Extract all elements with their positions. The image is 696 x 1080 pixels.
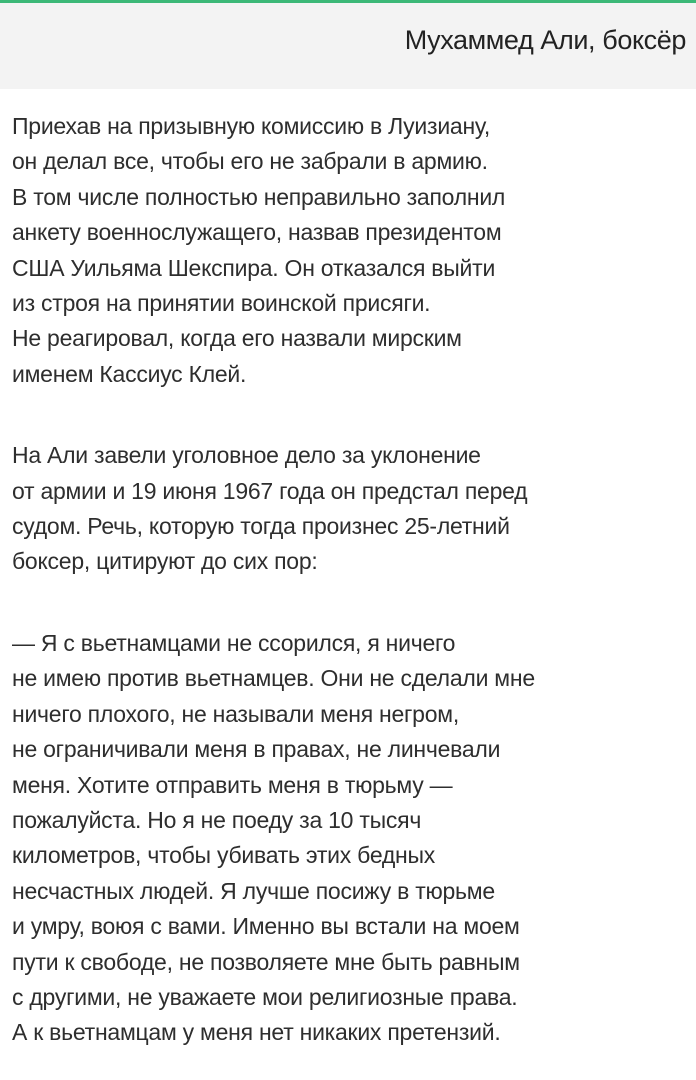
- header: [0, 3, 696, 89]
- text-line: не ограничивали меня в правах, не линчевали: [12, 736, 501, 763]
- text-line: от армии и 19 июня 1967 года он предстал перед: [12, 477, 528, 504]
- text-line: он делал все, чтобы его не забрали в армию.: [12, 148, 488, 175]
- text-line: США Уильяма Шекспира. Он отказался выйти: [12, 254, 496, 281]
- text-line: из строя на принятии воинской присяги.: [12, 290, 431, 317]
- paragraph-1: [12, 109, 686, 392]
- text-line: пути к свободе, не позволяете мне быть равным: [12, 948, 520, 975]
- paragraph-2: [12, 438, 686, 580]
- text-line: Не реагировал, когда его назвали мирским: [12, 325, 462, 352]
- text-line: боксер, цитируют до сих пор:: [12, 548, 318, 575]
- text-line: с другими, не уважаете мои религиозные права.: [12, 983, 518, 1010]
- text-line: пожалуйста. Но я не поеду за 10 тысяч: [12, 806, 422, 833]
- header-title: Мухаммед Али, боксёр: [404, 25, 686, 55]
- paragraph-3: [12, 626, 686, 1051]
- text-line: и умру, воюя с вами. Именно вы встали на моем: [12, 913, 520, 940]
- article-body: [0, 89, 696, 1051]
- text-line: В том числе полностью неправильно заполнил: [12, 183, 506, 210]
- text-line: километров, чтобы убивать этих бедных: [12, 842, 436, 869]
- text-line: А к вьетнамцам у меня нет никаких претензий.: [12, 1019, 501, 1046]
- text-line: именем Кассиус Клей.: [12, 360, 247, 387]
- text-line: На Али завели уголовное дело за уклонение: [12, 442, 481, 469]
- text-line: анкету военнослужащего, назвав президентом: [12, 219, 502, 246]
- text-line: ничего плохого, не называли меня негром,: [12, 700, 459, 727]
- text-line: Приехав на призывную комиссию в Луизиану,: [12, 113, 491, 139]
- text-line: судом. Речь, которую тогда произнес 25-летний: [12, 513, 510, 540]
- text-line: — Я с вьетнамцами не ссорился, я ничего: [12, 629, 456, 656]
- text-line: меня. Хотите отправить меня в тюрьму —: [12, 771, 453, 798]
- text-line: несчастных людей. Я лучше посижу в тюрьме: [12, 877, 495, 904]
- text-line: не имею против вьетнамцев. Они не сделали мне: [12, 665, 535, 692]
